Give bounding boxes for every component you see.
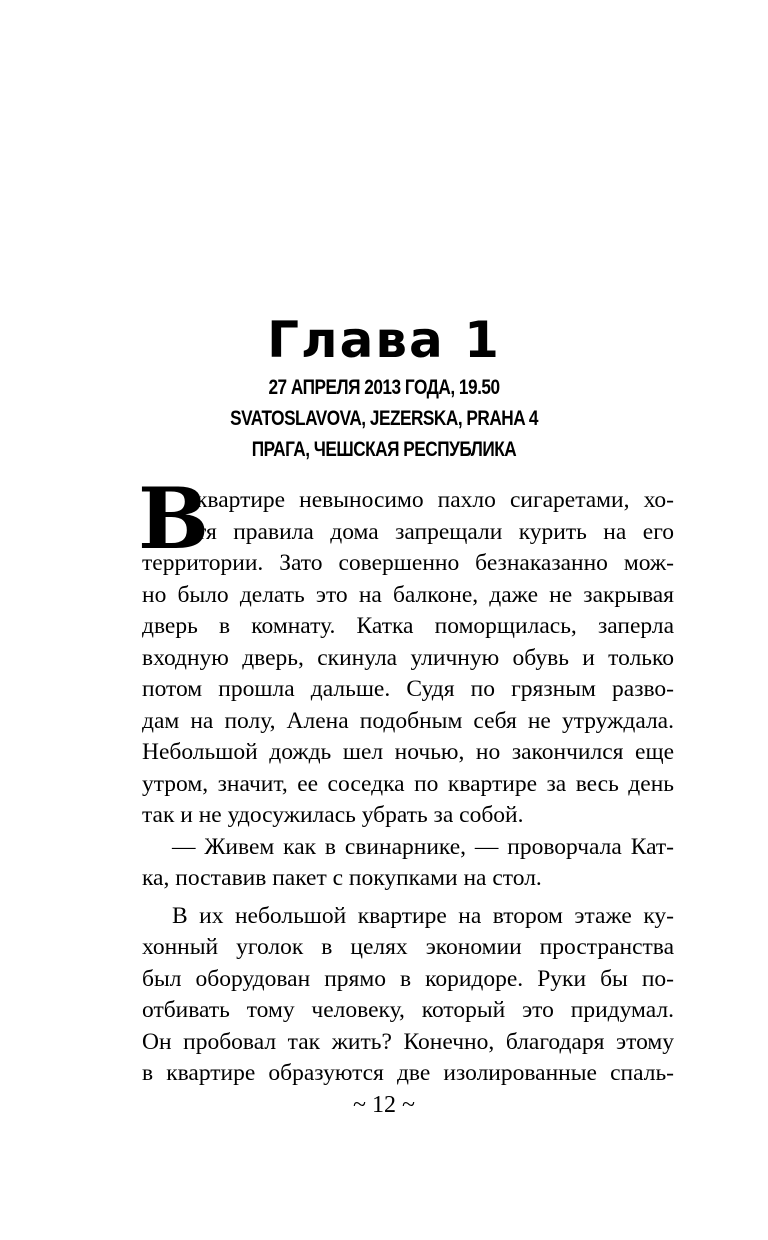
body-text [138,469,674,1090]
text-line: отбивать тому человеку, который это придумал. [142,997,674,1023]
text-line: Небольшой дождь шел ночью, но закончился еще [142,739,674,765]
paragraph [142,901,674,1090]
text-line: но было делать это на балконе, даже не закрывая [142,581,674,608]
text-line: тя правила дома запрещали курить на его [196,518,674,545]
text-line: потом прошла дальше. Судя по грязным разво- [142,676,674,702]
text-line: Он пробовал так жить? Конечно, благодаря этому [142,1028,674,1055]
page-number: ~ 12 ~ [353,1092,415,1118]
text-line: дверь в комнату. Катка поморщилась, заперла [142,613,674,639]
location-line: ПРАГА, ЧЕШСКАЯ РЕСПУБЛИКА [251,438,517,461]
text-line: ка, поставив пакет с покупками на стол. [142,865,542,891]
chapter-title: Глава 1 [267,311,501,369]
text-line: дам на полу, Алена подобным себя не утруждала. [142,707,674,734]
text-line: территории. Зато совершенно безнаказанно мож- [142,550,674,576]
opening-paragraph [138,469,674,832]
text-line: был оборудован прямо в коридоре. Руки бы по- [142,965,674,992]
text-line: квартире невыносимо пахло сигаретами, хо- [196,487,674,513]
chapter-metadata [69,372,699,465]
text-line: хонный уголок в целях экономии пространства [142,934,674,960]
text-line: утром, значит, ее соседка по квартире за весь день [142,770,674,797]
address-line: SVATOSLAVOVA, JEZERSKA, PRAHA 4 [230,407,538,430]
text-line: входную дверь, скинула уличную обувь и только [142,644,674,671]
drop-cap: В [138,469,209,568]
text-line: — Живем как в свинарнике, — проворчала Кат- [172,833,674,860]
dialogue-paragraph [142,832,674,895]
date-line: 27 АПРЕЛЯ 2013 ГОДА, 19.50 [268,376,500,399]
text-line: В их небольшой квартире на втором этаже ку- [172,902,674,929]
text-line: так и не удосужилась убрать за собой. [142,802,524,828]
text-line: в квартире образуются две изолированные спаль- [142,1060,674,1086]
